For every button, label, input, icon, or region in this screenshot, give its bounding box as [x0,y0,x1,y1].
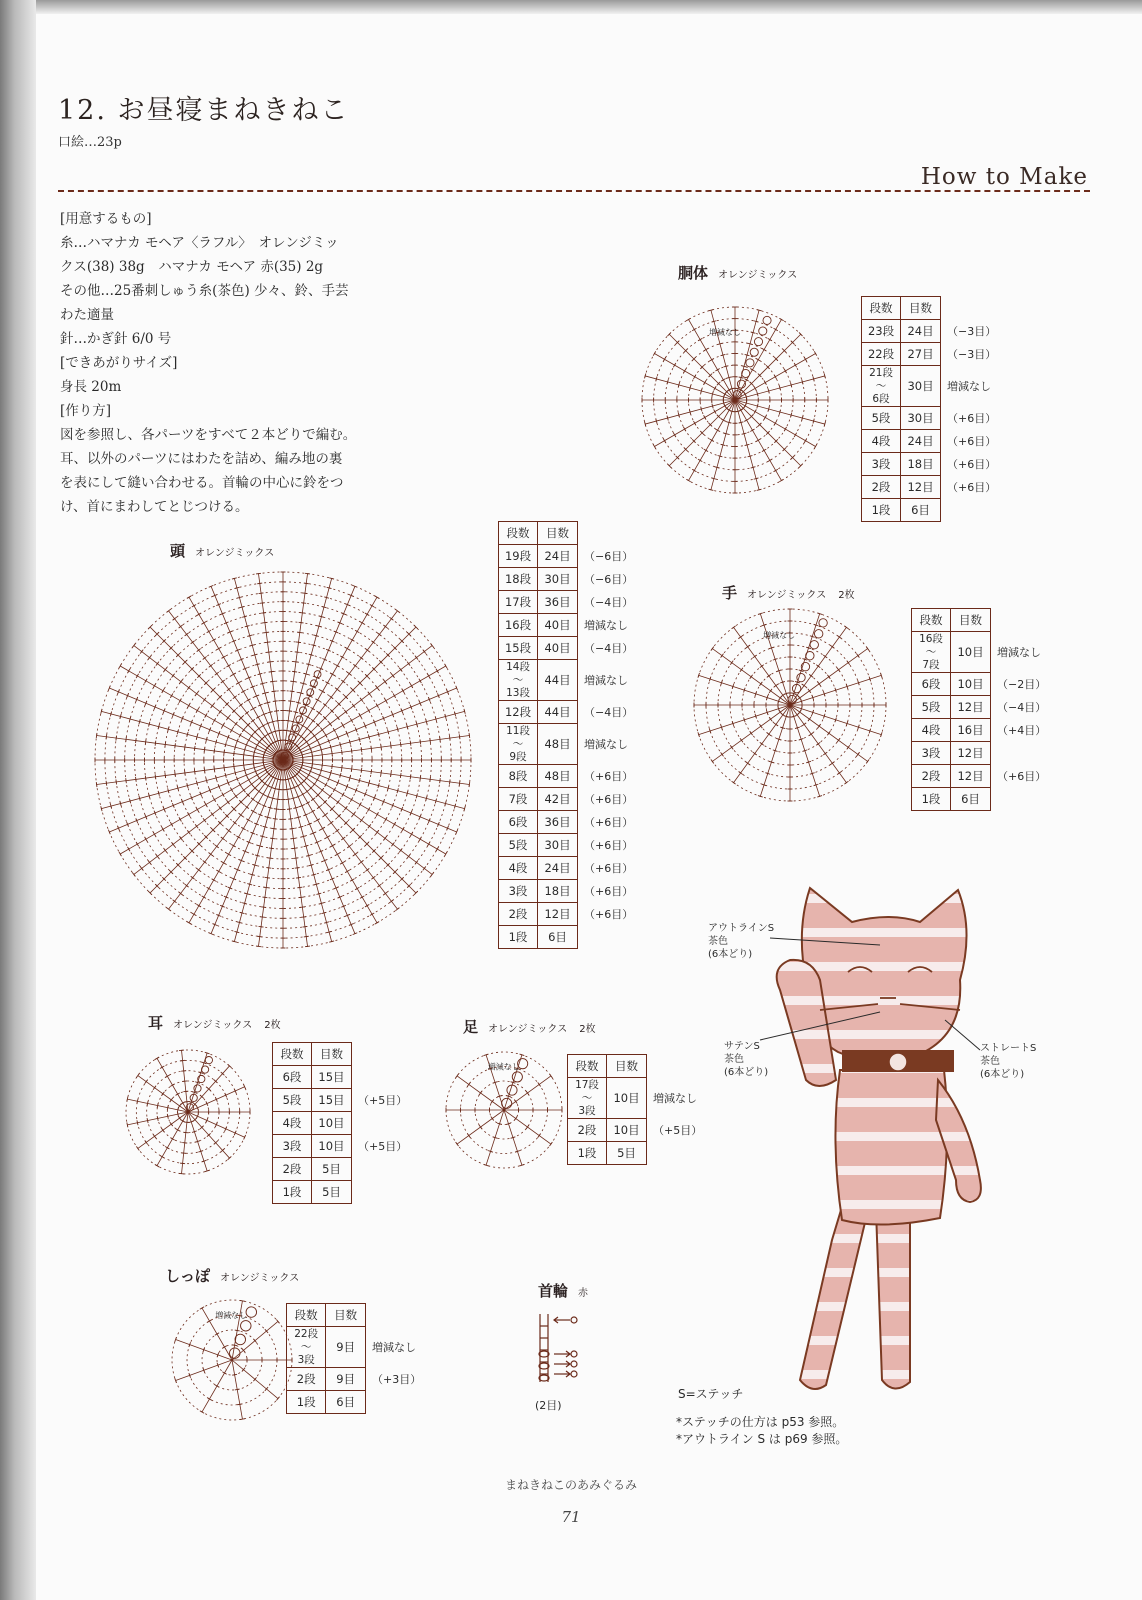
increase-note: （−4目） [584,595,634,609]
round-cell: 11段 〜 9段 [499,724,538,765]
increase-note: （+3目） [372,1372,422,1386]
stitch-cell: 18目 [538,880,578,903]
round-cell: 5段 [499,834,538,857]
straight-stitch-note: ストレートS 茶色 (6本どり) [980,1043,1037,1080]
instruction-line: [できあがりサイズ] [60,355,178,371]
increase-note: 増減なし [372,1340,416,1354]
increase-note: （+6目） [584,838,634,852]
round-cell: 17段 [499,591,538,614]
round-cell: 22段 [862,343,901,366]
page-title: 12. お昼寝まねきねこ [58,95,350,126]
instruction-line: け、首にまわしてとじつける。 [60,499,249,515]
increase-note: （+6目） [947,434,997,448]
stitch-cell: 10目 [607,1078,647,1119]
stitch-cell: 24目 [901,430,941,453]
round-cell: 2段 [568,1119,607,1142]
stitch-cell: 12目 [951,765,991,788]
round-cell: 5段 [273,1089,312,1112]
stitch-cell: 15目 [311,1066,351,1089]
increase-note: 増減なし [584,618,628,632]
stitch-cell: 44目 [538,660,578,701]
increase-note: （−2目） [997,677,1047,691]
no-change-label: 増減なし [708,327,741,337]
instruction-line: その他…25番刺しゅう糸(茶色) 少々、鈴、手芸 [60,283,349,299]
photo-reference: 口絵…23p [58,135,122,150]
stitch-cell: 12目 [901,476,941,499]
round-cell: 1段 [912,788,951,811]
round-cell: 2段 [912,765,951,788]
instruction-line: クス(38) 38g ハマナカ モヘア 赤(35) 2g [60,259,324,275]
stitch-cell: 12目 [951,742,991,765]
round-cell: 6段 [273,1066,312,1089]
stitch-cell: 24目 [901,320,941,343]
collar-rows-label: (2目) [535,1399,562,1412]
round-cell: 1段 [862,499,901,522]
stitch-cell: 5目 [607,1142,647,1165]
how-to-make-heading: How to Make [920,164,1088,190]
footer-book-title: まねきねこのあみぐるみ [504,1478,637,1492]
increase-note: （−6目） [584,572,634,586]
instruction-line: 図を参照し、各パーツをすべて２本どりで編む。 [60,427,357,443]
increase-note: （−4目） [997,700,1047,714]
stitch-cell: 44目 [538,701,578,724]
round-cell: 23段 [862,320,901,343]
column-header-stitches: 目数 [951,609,991,632]
stitch-cell: 9目 [326,1327,366,1368]
round-cell: 3段 [499,880,538,903]
increase-note: （+6目） [584,815,634,829]
increase-note: （+5目） [358,1139,408,1153]
round-cell: 2段 [273,1158,312,1181]
instruction-line: 身長 20m [60,379,122,395]
increase-note: （−6目） [584,549,634,563]
tail-label: しっぽ オレンジミックス [165,1267,300,1285]
increase-note: （+6目） [947,457,997,471]
increase-note: （+5目） [358,1093,408,1107]
round-cell: 1段 [287,1391,326,1414]
stitch-cell: 30目 [901,366,941,407]
instruction-line: [用意するもの] [60,211,152,227]
increase-note: （+6目） [947,411,997,425]
round-cell: 3段 [862,453,901,476]
column-header-rounds: 段数 [568,1055,607,1078]
round-cell: 4段 [912,719,951,742]
round-cell: 1段 [273,1181,312,1204]
column-header-rounds: 段数 [287,1304,326,1327]
stitch-cell: 30目 [538,568,578,591]
stitch-cell: 6目 [951,788,991,811]
stitch-cell: 30目 [901,407,941,430]
body-label: 胴体 オレンジミックス [678,264,798,282]
increase-note: （+6目） [584,884,634,898]
ear-label: 耳 オレンジミックス 2枚 [148,1014,281,1032]
stitch-cell: 6目 [901,499,941,522]
stitch-cell: 5目 [311,1181,351,1204]
round-cell: 3段 [273,1135,312,1158]
round-cell: 21段 〜 6段 [862,366,901,407]
stitch-cell: 42目 [538,788,578,811]
round-cell: 2段 [862,476,901,499]
increase-note: （−3目） [947,347,997,361]
increase-note: （+6目） [584,792,634,806]
increase-note: （+6目） [997,769,1047,783]
increase-note: （+5目） [653,1123,703,1137]
round-cell: 4段 [499,857,538,880]
stitch-cell: 27目 [901,343,941,366]
increase-note: （+6目） [584,769,634,783]
stitch-cell: 36目 [538,591,578,614]
stitch-cell: 9目 [326,1368,366,1391]
round-cell: 16段 [499,614,538,637]
increase-note: （−4目） [584,641,634,655]
stitch-cell: 12目 [951,696,991,719]
round-cell: 14段 〜 13段 [499,660,538,701]
round-cell: 2段 [499,903,538,926]
stitch-cell: 5目 [311,1158,351,1181]
stitch-cell: 16目 [951,719,991,742]
satin-stitch-note: サテンS 茶色 (6本どり) [724,1041,769,1078]
stitch-cell: 15目 [311,1089,351,1112]
instruction-line: [作り方] [60,403,112,419]
note-outline: *アウトライン S は p69 参照。 [676,1432,848,1446]
increase-note: （+4目） [997,723,1047,737]
foot-label: 足 オレンジミックス 2枚 [463,1018,596,1036]
page-number: 71 [561,1508,581,1526]
round-cell: 22段 〜 3段 [287,1327,326,1368]
increase-note: （+6目） [947,480,997,494]
stitch-cell: 36目 [538,811,578,834]
stitch-cell: 48目 [538,765,578,788]
round-cell: 18段 [499,568,538,591]
stitch-legend: S=ステッチ [678,1387,744,1401]
round-cell: 6段 [912,673,951,696]
stitch-cell: 40目 [538,637,578,660]
column-header-stitches: 目数 [311,1043,351,1066]
instruction-line: わた適量 [60,307,114,323]
increase-note: （+6目） [584,861,634,875]
round-cell: 3段 [912,742,951,765]
increase-note: 増減なし [947,379,991,393]
column-header-rounds: 段数 [862,297,901,320]
stitch-cell: 18目 [901,453,941,476]
round-cell: 4段 [273,1112,312,1135]
instruction-line: 耳、以外のパーツにはわたを詰め、編み地の裏 [60,451,343,467]
round-cell: 15段 [499,637,538,660]
instruction-line: を表にして縫い合わせる。首輪の中心に鈴をつ [60,475,344,491]
stitch-cell: 10目 [311,1112,351,1135]
round-cell: 12段 [499,701,538,724]
stitch-cell: 24目 [538,545,578,568]
round-cell: 5段 [912,696,951,719]
increase-note: （+6目） [584,907,634,921]
column-header-rounds: 段数 [499,522,538,545]
round-cell: 19段 [499,545,538,568]
stitch-cell: 10目 [607,1119,647,1142]
outline-stitch-note: アウトラインS 茶色 (6本どり) [708,923,775,960]
increase-note: 増減なし [653,1091,697,1105]
round-cell: 2段 [287,1368,326,1391]
increase-note: （−3目） [947,324,997,338]
round-cell: 1段 [568,1142,607,1165]
increase-note: 増減なし [584,673,628,687]
round-cell: 7段 [499,788,538,811]
round-cell: 8段 [499,765,538,788]
no-change-label: 増減なし [215,1311,248,1320]
increase-note: 増減なし [997,645,1041,659]
stitch-cell: 10目 [951,673,991,696]
head-label: 頭 オレンジミックス [170,542,275,560]
stitch-cell: 10目 [311,1135,351,1158]
instruction-line: 糸…ハマナカ モヘア〈ラフル〉 オレンジミッ [60,235,339,251]
column-header-stitches: 目数 [901,297,941,320]
no-change-label: 増減なし [763,630,796,640]
round-cell: 16段 〜 7段 [912,632,951,673]
stitch-cell: 30目 [538,834,578,857]
round-cell: 1段 [499,926,538,949]
column-header-stitches: 目数 [607,1055,647,1078]
stitch-cell: 10目 [951,632,991,673]
round-cell: 17段 〜 3段 [568,1078,607,1119]
stitch-cell: 40目 [538,614,578,637]
round-cell: 5段 [862,407,901,430]
hand-label: 手 オレンジミックス 2枚 [722,584,855,602]
instruction-line: 針…かぎ針 6/0 号 [60,331,172,347]
column-header-rounds: 段数 [912,609,951,632]
stitch-cell: 6目 [326,1391,366,1414]
increase-note: （−4目） [584,705,634,719]
round-cell: 6段 [499,811,538,834]
stitch-cell: 12目 [538,903,578,926]
column-header-stitches: 目数 [326,1304,366,1327]
increase-note: 増減なし [584,737,628,751]
stitch-cell: 6目 [538,926,578,949]
round-cell: 4段 [862,430,901,453]
no-change-label: 増減なし [487,1062,520,1072]
stitch-cell: 48目 [538,724,578,765]
column-header-stitches: 目数 [538,522,578,545]
stitch-cell: 24目 [538,857,578,880]
column-header-rounds: 段数 [273,1043,312,1066]
collar-label: 首輪 赤 [538,1282,589,1300]
note-stitch: *ステッチの仕方は p53 参照。 [676,1415,845,1429]
